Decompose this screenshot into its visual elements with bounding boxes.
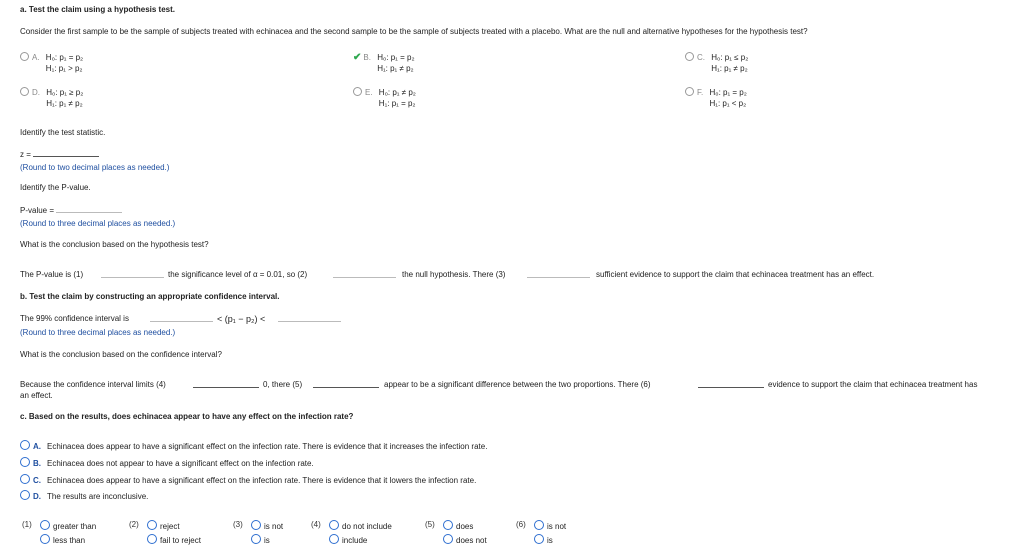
radio-icon[interactable] bbox=[251, 534, 261, 544]
sentence-1-part2: the significance level of α = 0.01, so (2) bbox=[168, 270, 308, 279]
ci-lower-input[interactable] bbox=[150, 321, 213, 322]
z-input[interactable] bbox=[33, 156, 99, 157]
choices-1: (1) greater than less than bbox=[22, 520, 96, 548]
option-text: Echinacea does appear to have a significant effect on the infection rate. There is evidence that it increases the infection rate. bbox=[47, 442, 488, 451]
hyp-option-f[interactable]: F. H₀: p₁ = p₂ H₁: p₁ < p₂ bbox=[685, 87, 747, 109]
radio-icon[interactable] bbox=[685, 87, 694, 96]
h1-text: H₁: p₁ ≠ p₂ bbox=[377, 64, 414, 73]
radio-icon[interactable] bbox=[20, 87, 29, 96]
sentence-2-part5: an effect. bbox=[20, 391, 53, 400]
part-a-title: a. Test the claim using a hypothesis test. bbox=[20, 5, 176, 14]
sentence-2-part1: Because the confidence interval limits (4) bbox=[20, 380, 166, 389]
ci-hint: (Round to three decimal places as needed.) bbox=[20, 328, 176, 337]
p-row bbox=[20, 206, 122, 215]
sentence-1-part1: The P-value is (1) bbox=[20, 270, 84, 279]
radio-icon[interactable] bbox=[20, 457, 30, 467]
choices-6: (6) is not is bbox=[516, 520, 566, 548]
conclusion-question-a: What is the conclusion based on the hypothesis test? bbox=[20, 240, 209, 249]
hyp-option-a[interactable]: A. H₀: p₁ = p₂ H₁: p₁ > p₂ bbox=[20, 52, 83, 74]
ci-label: The 99% confidence interval is bbox=[20, 314, 129, 323]
choice-reject[interactable]: reject bbox=[147, 520, 201, 534]
p-hint: (Round to three decimal places as needed.) bbox=[20, 219, 176, 228]
hyp-option-c[interactable]: C. H₀: p₁ ≤ p₂ H₁: p₁ ≠ p₂ bbox=[685, 52, 748, 74]
p-value-input[interactable] bbox=[56, 212, 122, 213]
part-b-title: b. Test the claim by constructing an appropriate confidence interval. bbox=[20, 292, 280, 301]
hyp-option-b[interactable]: ✔ B. H₀: p₁ = p₂ H₁: p₁ ≠ p₂ bbox=[353, 52, 415, 73]
sentence-2-part3: appear to be a significant difference between the two proportions. There (6) bbox=[384, 380, 651, 389]
sentence-2-part4: evidence to support the claim that echinacea treatment has bbox=[768, 380, 978, 389]
choices-2: (2) reject fail to reject bbox=[129, 520, 201, 548]
radio-icon[interactable] bbox=[147, 534, 157, 544]
hyp-option-d[interactable]: D. H₀: p₁ ≥ p₂ H₁: p₁ ≠ p₂ bbox=[20, 87, 83, 109]
radio-icon[interactable] bbox=[40, 520, 50, 530]
sentence-1-part3: the null hypothesis. There (3) bbox=[402, 270, 506, 279]
checkmark-icon: ✔ bbox=[353, 52, 362, 63]
z-hint: (Round to two decimal places as needed.) bbox=[20, 163, 170, 172]
conclusion-question-b: What is the conclusion based on the confidence interval? bbox=[20, 350, 222, 359]
radio-icon[interactable] bbox=[251, 520, 261, 530]
choice-is-not[interactable]: is not bbox=[251, 520, 283, 534]
h0-text: H₀: p₁ ≥ p₂ bbox=[46, 88, 84, 97]
identify-p-label: Identify the P-value. bbox=[20, 183, 91, 192]
hyp-option-e[interactable]: E. H₀: p₁ ≠ p₂ H₁: p₁ = p₂ bbox=[353, 87, 416, 109]
dropdown-6[interactable] bbox=[698, 387, 764, 388]
h1-text: H₁: p₁ < p₂ bbox=[709, 99, 747, 108]
dropdown-3[interactable] bbox=[527, 277, 590, 278]
h0-text: H₀: p₁ ≠ p₂ bbox=[378, 88, 416, 97]
dropdown-1[interactable] bbox=[101, 277, 164, 278]
choices-3: (3) is not is bbox=[233, 520, 283, 548]
ci-middle: < (p₁ − p₂) < bbox=[217, 314, 266, 324]
radio-icon[interactable] bbox=[534, 534, 544, 544]
choice-less-than[interactable]: less than bbox=[40, 534, 96, 548]
dropdown-4[interactable] bbox=[193, 387, 259, 388]
choices-5: (5) does does not bbox=[425, 520, 487, 548]
h1-text: H₁: p₁ ≠ p₂ bbox=[711, 64, 748, 73]
choice-is-not[interactable]: is not bbox=[534, 520, 566, 534]
radio-icon[interactable] bbox=[147, 520, 157, 530]
choices-4: (4) do not include include bbox=[311, 520, 392, 548]
option-text: The results are inconclusive. bbox=[47, 492, 149, 501]
choice-does[interactable]: does bbox=[443, 520, 487, 534]
h0-text: H₀: p₁ = p₂ bbox=[377, 53, 415, 62]
dropdown-2[interactable] bbox=[333, 277, 396, 278]
radio-icon[interactable] bbox=[443, 520, 453, 530]
effect-option-b[interactable]: B. Echinacea does not appear to have a significant effect on the infection rate. bbox=[20, 457, 314, 468]
h0-text: H₀: p₁ ≤ p₂ bbox=[711, 53, 749, 62]
choice-is[interactable]: is bbox=[534, 534, 566, 548]
identify-stat-label: Identify the test statistic. bbox=[20, 128, 106, 137]
dropdown-5[interactable] bbox=[313, 387, 379, 388]
radio-icon[interactable] bbox=[40, 534, 50, 544]
h0-text: H₀: p₁ = p₂ bbox=[45, 53, 84, 62]
radio-icon[interactable] bbox=[685, 52, 694, 61]
radio-icon[interactable] bbox=[443, 534, 453, 544]
radio-icon[interactable] bbox=[329, 534, 339, 544]
radio-icon[interactable] bbox=[20, 52, 29, 61]
ci-upper-input[interactable] bbox=[278, 321, 341, 322]
effect-option-c[interactable]: C. Echinacea does appear to have a significant effect on the infection rate. There is evidence that it lowers the infection rate. bbox=[20, 474, 476, 485]
choice-include[interactable]: include bbox=[329, 534, 392, 548]
choice-do-not-include[interactable]: do not include bbox=[329, 520, 392, 534]
effect-option-a[interactable]: A. Echinacea does appear to have a significant effect on the infection rate. There is evidence that it increases the infection rate. bbox=[20, 440, 487, 451]
option-text: Echinacea does not appear to have a significant effect on the infection rate. bbox=[47, 459, 314, 468]
p-label: P-value = bbox=[20, 206, 55, 215]
radio-icon[interactable] bbox=[329, 520, 339, 530]
h1-text: H₁: p₁ ≠ p₂ bbox=[46, 99, 83, 108]
choice-fail-to-reject[interactable]: fail to reject bbox=[147, 534, 201, 548]
z-row bbox=[20, 150, 99, 159]
effect-option-d[interactable]: D. The results are inconclusive. bbox=[20, 490, 148, 501]
choice-greater-than[interactable]: greater than bbox=[40, 520, 96, 534]
h1-text: H₁: p₁ > p₂ bbox=[45, 64, 83, 73]
sentence-1-part4: sufficient evidence to support the claim that echinacea treatment has an effect. bbox=[596, 270, 875, 279]
h0-text: H₀: p₁ = p₂ bbox=[709, 88, 747, 97]
radio-icon[interactable] bbox=[534, 520, 544, 530]
z-label: z = bbox=[20, 150, 31, 159]
radio-icon[interactable] bbox=[20, 490, 30, 500]
radio-icon[interactable] bbox=[20, 474, 30, 484]
choice-is[interactable]: is bbox=[251, 534, 283, 548]
part-a-question: Consider the first sample to be the sample of subjects treated with echinacea and the second sample to be the sample of subjects treated with a placebo. What are the null and alternative hypotheses for the hypothesis test? bbox=[20, 27, 808, 36]
choice-does-not[interactable]: does not bbox=[443, 534, 487, 548]
option-text: Echinacea does appear to have a significant effect on the infection rate. There is evidence that it lowers the infection rate. bbox=[47, 476, 477, 485]
sentence-2-part2: 0, there (5) bbox=[263, 380, 303, 389]
radio-icon[interactable] bbox=[20, 440, 30, 450]
part-c-title: c. Based on the results, does echinacea appear to have any effect on the infection rate? bbox=[20, 412, 354, 421]
h1-text: H₁: p₁ = p₂ bbox=[378, 99, 416, 108]
radio-icon[interactable] bbox=[353, 87, 362, 96]
